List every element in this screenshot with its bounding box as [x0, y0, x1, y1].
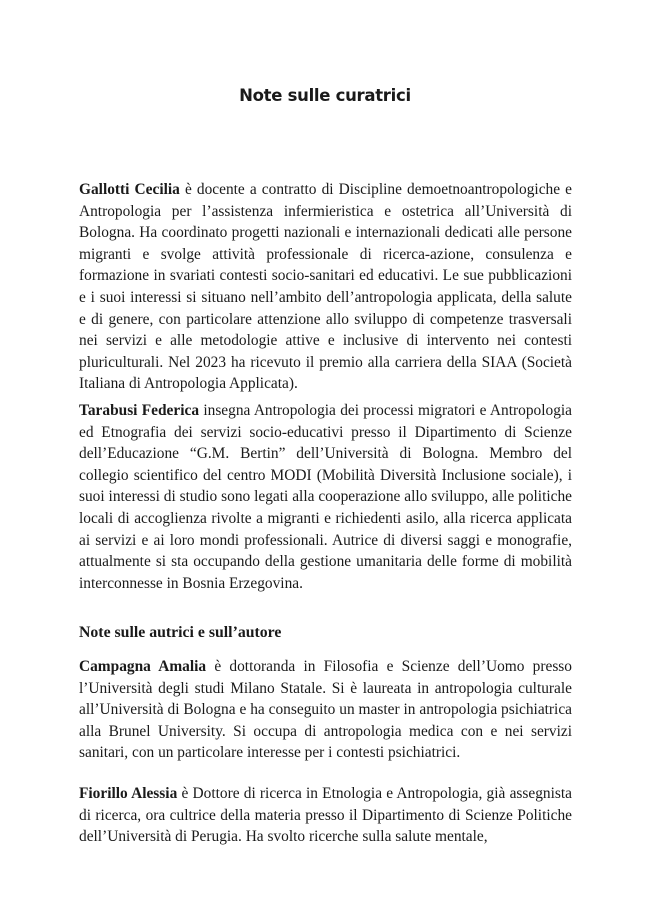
author-text-campagna: è dottoranda in Filosofia e Scienze dell’Uomo presso l’Università degli studi Milano Statale. Si è laureata in antropologia culturale all’Università di Bologna e ha conseguito un master in antropologia psichiatrica alla Brunel University. Si occupa di antropologia medica con e nei servizi sanitari, con un particolare interesse per i contesti psichiatrici. [79, 658, 572, 762]
authors-section-title: Note sulle autrici e sull’autore [79, 624, 282, 641]
curator-text-tarabusi: insegna Antropologia dei processi migratori e Antropologia ed Etnografia dei servizi socio-educativi presso il Dipartimento di Scienze dell’Educazione “G.M. Bertin” dell’Università di Bologna. Membro del collegio scientifico del centro MODI (Mobilità Diversità Inclusione sociale), i suoi interessi di studio sono legati alla cooperazione allo sviluppo, alle politiche locali di accoglienza rivolte a migranti e richiedenti asilo, alla ricerca applicata ai servizi e ai loro mondi professionali. Autrice di diversi saggi e monografie, attualmente si sta occupando della gestione umanitaria delle forme di mobilità interconnesse in Bosnia Erzegovina. [79, 402, 572, 592]
curator-bio-tarabusi [79, 400, 572, 594]
curator-name-gallotti: Gallotti Cecilia [79, 181, 180, 198]
curator-bio-gallotti [79, 179, 572, 395]
author-name-campagna: Campagna Amalia [79, 658, 207, 675]
author-text-fiorillo: è Dottore di ricerca in Etnologia e Antropologia, già assegnista di ricerca, ora cultrice della materia presso il Dipartimento di Scienze Politiche dell’Università di Perugia. Ha svolto ricerche sulla salute mentale, [79, 785, 572, 846]
author-name-fiorillo: Fiorillo Alessia [79, 785, 178, 802]
page-title: Note sulle curatrici [239, 86, 411, 105]
author-bio-fiorillo [79, 783, 572, 848]
curator-text-gallotti: è docente a contratto di Discipline demoetnoantropologiche e Antropologia per l’assistenza infermieristica e ostetrica all’Università di Bologna. Ha coordinato progetti nazionali e internazionali dedicati alle persone migranti e svolge attività professionale di ricerca-azione, consulenza e formazione in svariati contesti socio-sanitari ed educativi. Le sue pubblicazioni e i suoi interessi si situano nell’ambito dell’antropologia applicata, della salute e di genere, con particolare attenzione allo sviluppo di competenze trasversali nei servizi e alle metodologie attive e inclusive di intervento nei contesti pluriculturali. Nel 2023 ha ricevuto il premio alla carriera della SIAA (Società Italiana di Antropologia Applicata). [79, 181, 572, 393]
author-bio-campagna [79, 656, 572, 764]
curator-name-tarabusi: Tarabusi Federica [79, 402, 200, 419]
